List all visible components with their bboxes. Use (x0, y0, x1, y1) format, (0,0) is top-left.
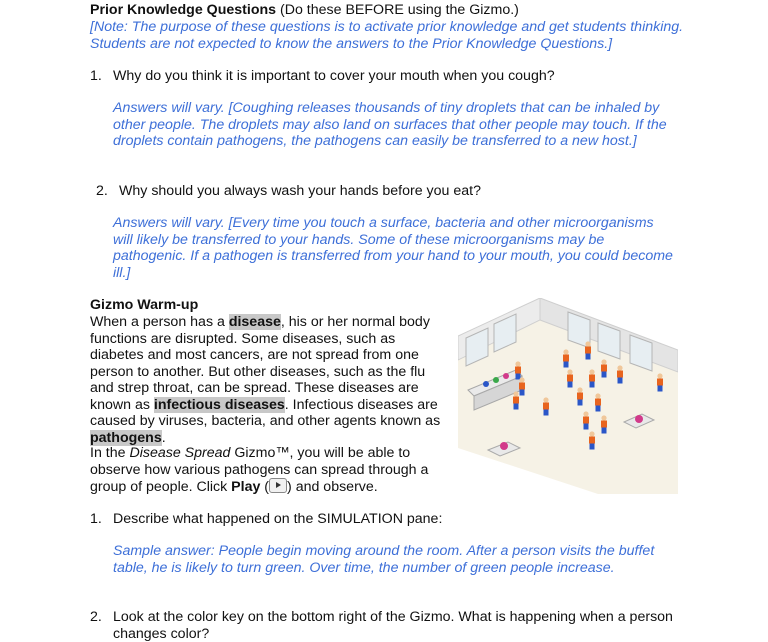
prior-note: [Note: The purpose of these questions is to activate prior knowledge and get students thinking. Students are not expected to know the answers to the Prior Knowledge Questions.] (90, 19, 684, 52)
question-number: 1. (90, 511, 102, 527)
question-text: Look at the color key on the bottom right of the Gizmo. What is happening when a person changes color? (113, 609, 673, 642)
text-run: . (161, 429, 166, 446)
play-icon (269, 478, 287, 493)
text-run: When a person has a (90, 314, 229, 330)
play-label: Play (231, 479, 261, 495)
answer-text: Sample answer: People begin moving around the room. After a person visits the buffet table, he is likely to turn green. Over time, the number of green people increase. (113, 543, 655, 576)
warmup-heading: Gizmo Warm-up (90, 297, 199, 313)
question-text: Why do you think it is important to cover your mouth when you cough? (113, 68, 555, 84)
question-text: Describe what happened on the SIMULATION pane: (113, 511, 443, 527)
question-text: Why should you always wash your hands before you eat? (119, 183, 481, 199)
keyword-pathogens: pathogens (90, 429, 162, 446)
warmup-paragraph (90, 314, 446, 446)
keyword-disease: disease (228, 314, 281, 330)
question-number: 1. (90, 68, 102, 84)
keyword-infectious-diseases: infectious diseases (153, 396, 285, 413)
answer-text: Answers will vary. [Coughing releases thousands of tiny droplets that can be inhaled by other people. The droplets may also land on surfaces that other people may touch. If the droplets contain pathogens, the pathogens can easily be transferred to a new host.] (113, 100, 667, 149)
question-number: 2. (90, 609, 102, 625)
answer-text: Answers will vary. [Every time you touch a surface, bacteria and other microorganisms will likely be transferred to your hands. Some of these microorganisms may be pathogenic. If a pathogen is transferred from your hand to your mouth, you could become ill.] (113, 215, 673, 281)
gizmo-name: Disease Spread (129, 445, 231, 461)
text-run: . Infectious diseases are caused by viruses, bacteria, and other agents known as (90, 396, 441, 429)
text-run: ) and observe. (287, 479, 378, 495)
text-run: Gizmo™, you will be able to observe how various pathogens can spread through a group of people. Click (90, 445, 429, 495)
section-title: Prior Knowledge Questions (90, 2, 277, 18)
warmup-instructions (90, 445, 435, 496)
section-title-suffix: (Do these BEFORE using the Gizmo.) (276, 2, 519, 18)
question-number: 2. (96, 183, 108, 199)
text-run: In the (90, 445, 130, 461)
prior-knowledge-heading (90, 2, 690, 19)
simulation-illustration (458, 298, 678, 496)
text-run: ( (260, 479, 270, 495)
text-run: , his or her normal body functions are disrupted. Some diseases, such as diabetes and most cancers, are not spread from one person to another. But other diseases, such as the flu and strep throat, can be spread. These diseases are known as (90, 314, 430, 413)
